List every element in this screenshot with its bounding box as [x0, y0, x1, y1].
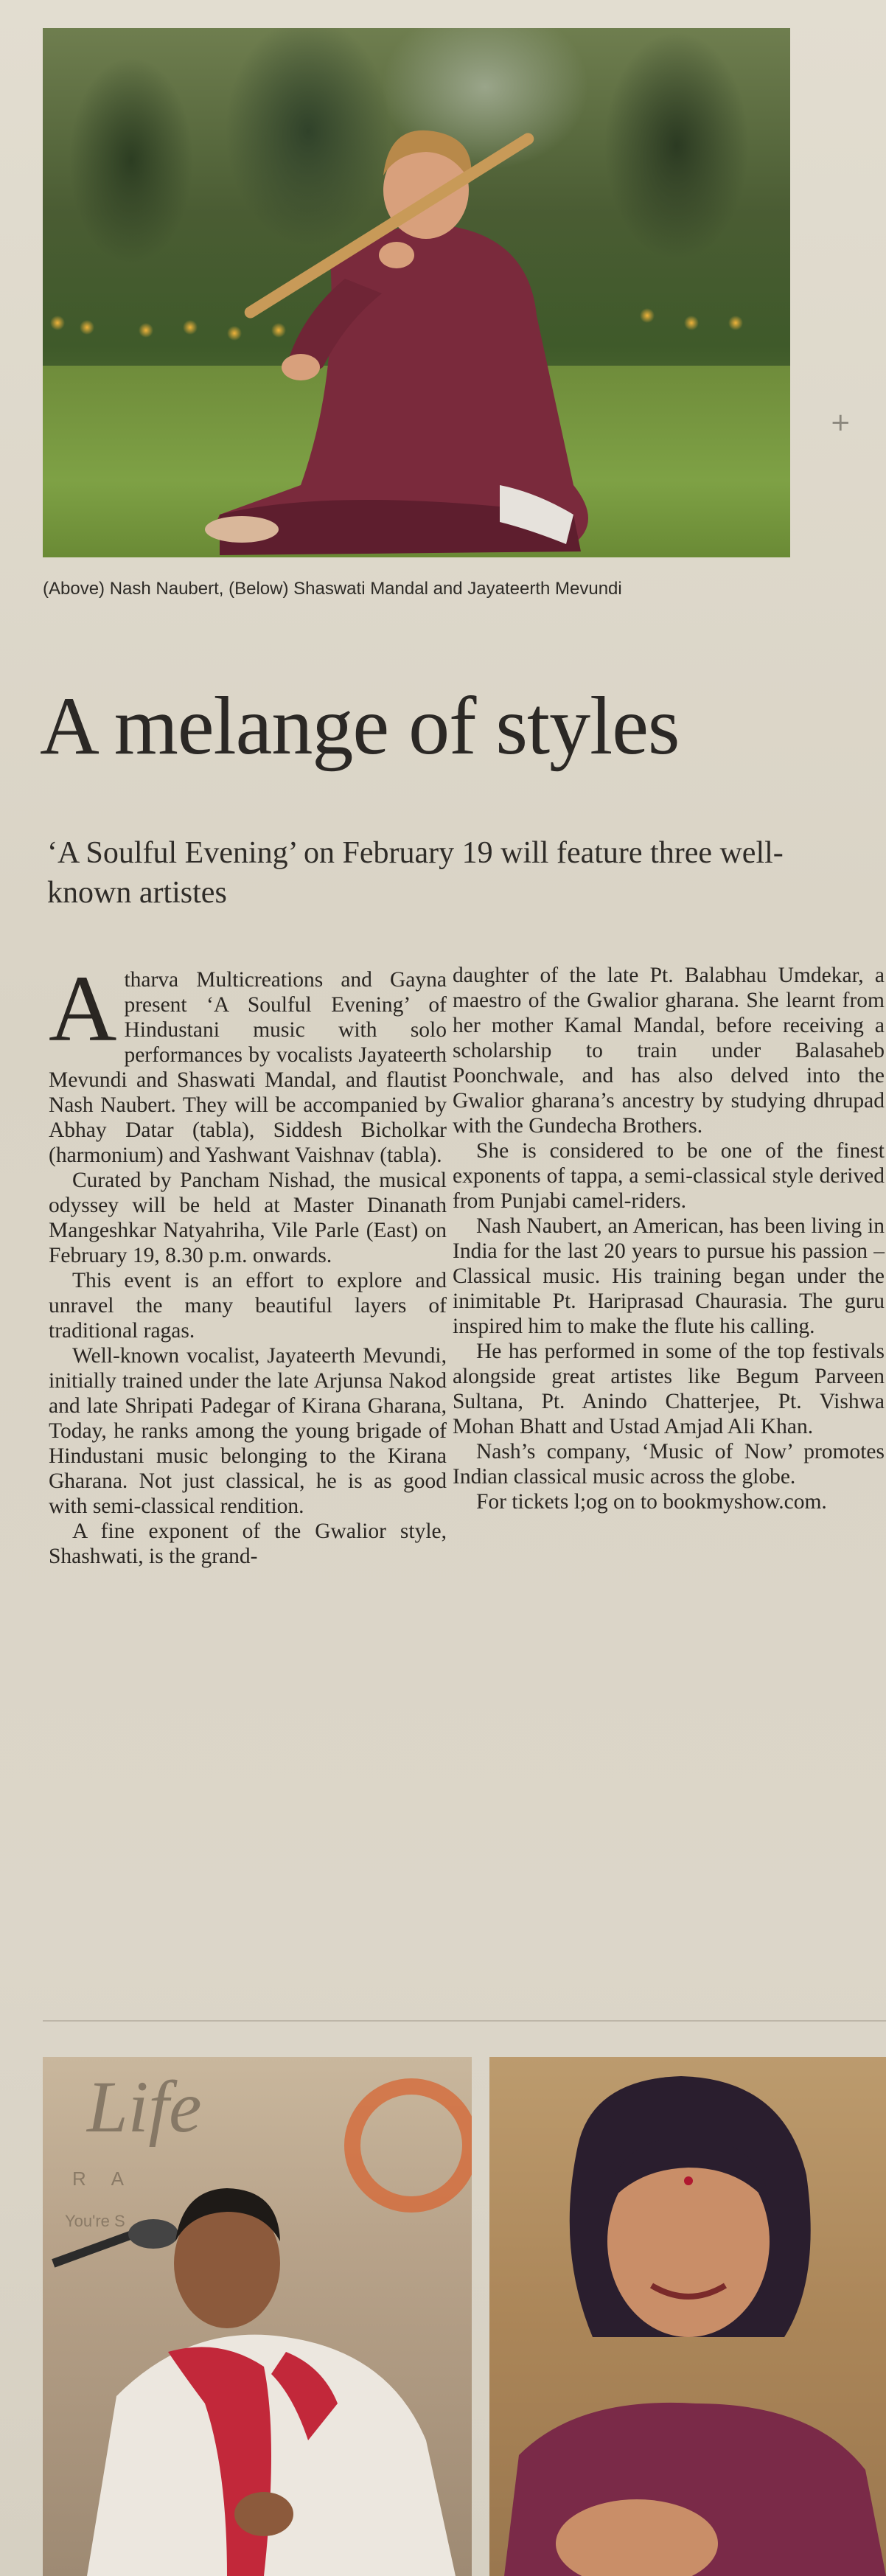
- section-divider: [43, 2020, 886, 2022]
- vocalist-female-figure: [489, 2057, 886, 2576]
- article-paragraph-2: Curated by Pancham Nishad, the musical odyssey will be held at Master Dinanath Mangeshkar Natyahriha, Vile Parle (East) on February 19, 8.30 p.m. onwards.: [49, 1169, 447, 1267]
- vocalist-shaswati-photo: [489, 2057, 886, 2576]
- vocalist-jayateerth-photo: [43, 2057, 472, 2576]
- standfirst: ‘A Soulful Evening’ on February 19 will feature three well-known artistes: [47, 836, 784, 910]
- show-through-ghost-text: [29, 778, 398, 822]
- backdrop-banner-subtext: R A: [72, 2168, 134, 2190]
- drop-cap: A: [49, 956, 117, 1061]
- article-paragraph-3: This event is an effort to explore and unravel the many beautiful layers of traditional ragas.: [49, 1269, 447, 1343]
- article-paragraph-1-text: tharva Multicreations and Gayna present ‘A Soulful Evening’ of Hindustani music with solo performances by vocalists Jayateerth Mevundi and Shaswati Mandal, and flautist Nash Naubert. They will be accompanied by Abhay Datar (tabla), Siddesh Bicholkar (harmonium) and Yashwant Vaishnav (tabla).: [49, 968, 447, 1167]
- article-paragraph-7: She is considered to be one of the finest exponents of tappa, a semi-classical style derived from Punjabi camel-riders.: [453, 1139, 885, 1213]
- article-paragraph-1: [49, 956, 447, 1168]
- article-paragraph-5: A fine exponent of the Gwalior style, Shashwati, is the grand-: [49, 1520, 447, 1568]
- article-column-right: [453, 963, 885, 1514]
- backdrop-banner-line: You're S: [65, 2212, 125, 2230]
- photo-caption: (Above) Nash Naubert, (Below) Shaswati Mandal and Jayateerth Mevundi: [43, 579, 622, 599]
- flautist-figure: [190, 72, 662, 557]
- article-paragraph-9: He has performed in some of the top festivals alongside great artistes like Begum Parveen Sultana, Pt. Anindo Chatterjee, Pt. Vishwa Mohan Bhatt and Ustad Amjad Ali Khan.: [453, 1340, 885, 1438]
- vocalist-figure: [43, 2057, 472, 2576]
- flautist-photo: [43, 28, 790, 557]
- article-paragraph-6: daughter of the late Pt. Balabhau Umdekar, a maestro of the Gwalior gharana. She learnt from her mother Kamal Mandal, before receiving a scholarship to train under Balasaheb Poonchwale, and has also delved into the Gwalior gharana’s ancestry by studying dhrupad with the Gundecha Brothers.: [453, 964, 885, 1138]
- backdrop-banner-text: Life: [87, 2066, 202, 2148]
- article-paragraph-8: Nash Naubert, an American, has been living in India for the last 20 years to pursue his passion – Classical music. His training began under the inimitable Pt. Hariprasad Chaurasia. The guru inspired him to make the flute his calling.: [453, 1214, 885, 1338]
- article-column-left: [49, 956, 447, 1569]
- article-paragraph-4: Well-known vocalist, Jayateerth Mevundi, initially trained under the late Arjunsa Nakod and late Shripati Padegar of Kirana Gharana, Today, he ranks among the young brigade of Hindustani music belonging to the Kirana Gharana. Not just classical, he is as good with semi-classical rendition.: [49, 1344, 447, 1518]
- article-paragraph-11: For tickets l;og on to bookmyshow.com.: [476, 1490, 827, 1514]
- headline: A melange of styles: [40, 680, 680, 772]
- article-paragraph-10: Nash’s company, ‘Music of Now’ promotes Indian classical music across the globe.: [453, 1440, 885, 1489]
- registration-mark: +: [830, 408, 851, 437]
